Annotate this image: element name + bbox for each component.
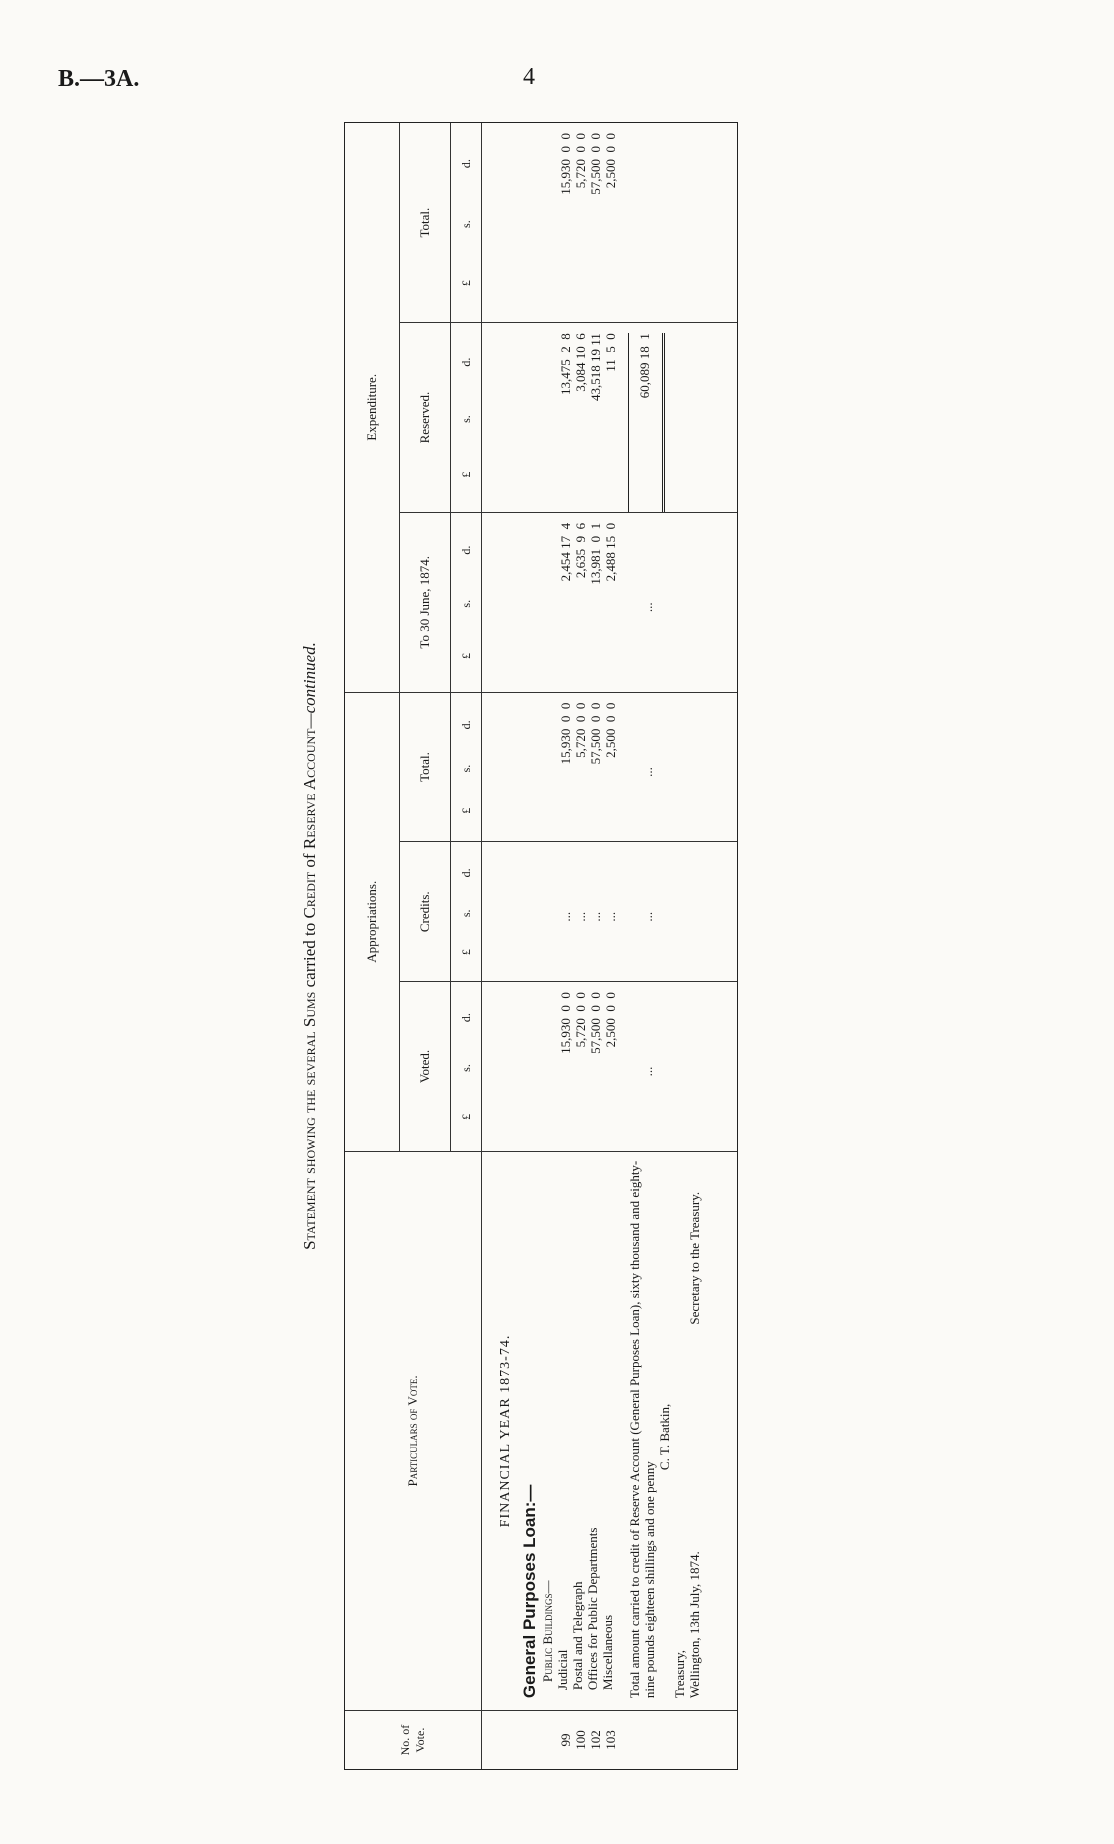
- particulars-cell: [482, 1151, 738, 1710]
- credits-header: Credits.: [400, 842, 451, 982]
- total-note: Total amount carried to credit of Reserve Account (General Purposes Loan), sixty thousand and eighty-nine pounds eighteen shillings and one penny: [627, 1160, 657, 1699]
- reserved-column: 13,475 2 8 3,084 10 6 43,518 19 11 11 5 0 60,089 18 1: [482, 323, 738, 513]
- appropriations-header: Appropriations.: [345, 692, 400, 1151]
- to-june-header: To 30 June, 1874.: [400, 512, 451, 692]
- list-item: Offices for Public Departments: [585, 1527, 600, 1691]
- expenditure-header: Expenditure.: [345, 123, 400, 692]
- page-number: 4: [523, 64, 535, 90]
- particulars-header: Particulars of Vote.: [345, 1151, 482, 1710]
- list-item: Postal and Telegraph: [570, 1581, 585, 1691]
- voted-column: 15,930 0 0 5,720 0 0 57,500 0 0 2,500 0 0 ...: [482, 982, 738, 1152]
- to-june-column: 2,454 17 4 2,635 9 6 13,981 0 1 2,488 15 0 ...: [482, 512, 738, 692]
- vote-numbers: 99 100 102 103: [558, 1730, 618, 1750]
- total-column: 15,930 0 0 5,720 0 0 57,500 0 0 2,500 0 0 ...: [482, 692, 738, 842]
- list-item: Judicial: [555, 1649, 570, 1691]
- signature-name: C. T. Batkin,: [657, 1403, 672, 1471]
- vote-header: No. of Vote.: [345, 1711, 482, 1769]
- page-reference: B.—3A.: [58, 66, 140, 92]
- statement-title: Statement showing the several Sums carried to Credit of Reserve Account—continued.: [300, 642, 319, 1250]
- list-item: Miscellaneous: [600, 1615, 615, 1691]
- group-heading: Public Buildings—: [540, 1580, 555, 1683]
- reserved-header: Reserved.: [400, 323, 451, 513]
- statement-table: No. of Vote. Particulars of Vote. Appropriations. Expenditure. Voted. Credits. Total. To 30 June, 1874. Reserved. Total. £ s. d. £ s. d. £ s. d. £ s. d. £ s. d. £ s. d. 99 100 102 103 FINANCIAL YEAR 1873-74. General Purposes Loan:— Public Buildings— Judicial Postal and Telegraph Offices for Public Departments Miscellaneous Total amount carried to credit of Reserve Account (General Purposes Loan), sixty thousand and eighty-nine pounds eighteen shillings and one penny C. T. Batkin, Treasury, Wellington, 13th July, 1874. Secretary to the Treasury. 15,930 0 0 5,720 0 0 57,500 0 0 2,500 0 0 ... ... ... ... ... ... 15,930 0 0 5,720 0 0 57,500 0 0 2,500 0 0 ... 2,454 17 4 2,635 9 6 13,981 0 1 2,488 15 0 ... 13,475 2 8 3,084 10 6 43,518 19 11 11 5 0 60,089 18 1 15,930 0 0 5,720 0 0 57,500 0 0 2,500 0 0: [344, 122, 738, 1770]
- place-line2: Wellington, 13th July, 1874.: [687, 1551, 702, 1699]
- financial-year: FINANCIAL YEAR 1873-74.: [498, 1334, 513, 1528]
- exp-total-header: Total.: [400, 123, 451, 323]
- signature-role: Secretary to the Treasury.: [687, 1191, 702, 1325]
- loan-heading: General Purposes Loan:—: [520, 1484, 539, 1699]
- exp-total-column: 15,930 0 0 5,720 0 0 57,500 0 0 2,500 0 0: [482, 123, 738, 323]
- credits-column: ... ... ... ... ...: [482, 842, 738, 982]
- voted-header: Voted.: [400, 982, 451, 1152]
- place-line1: Treasury,: [672, 1649, 687, 1699]
- rotated-statement: [300, 122, 738, 1770]
- total-header: Total.: [400, 692, 451, 842]
- reserved-total: 60,089 18 1: [628, 333, 652, 512]
